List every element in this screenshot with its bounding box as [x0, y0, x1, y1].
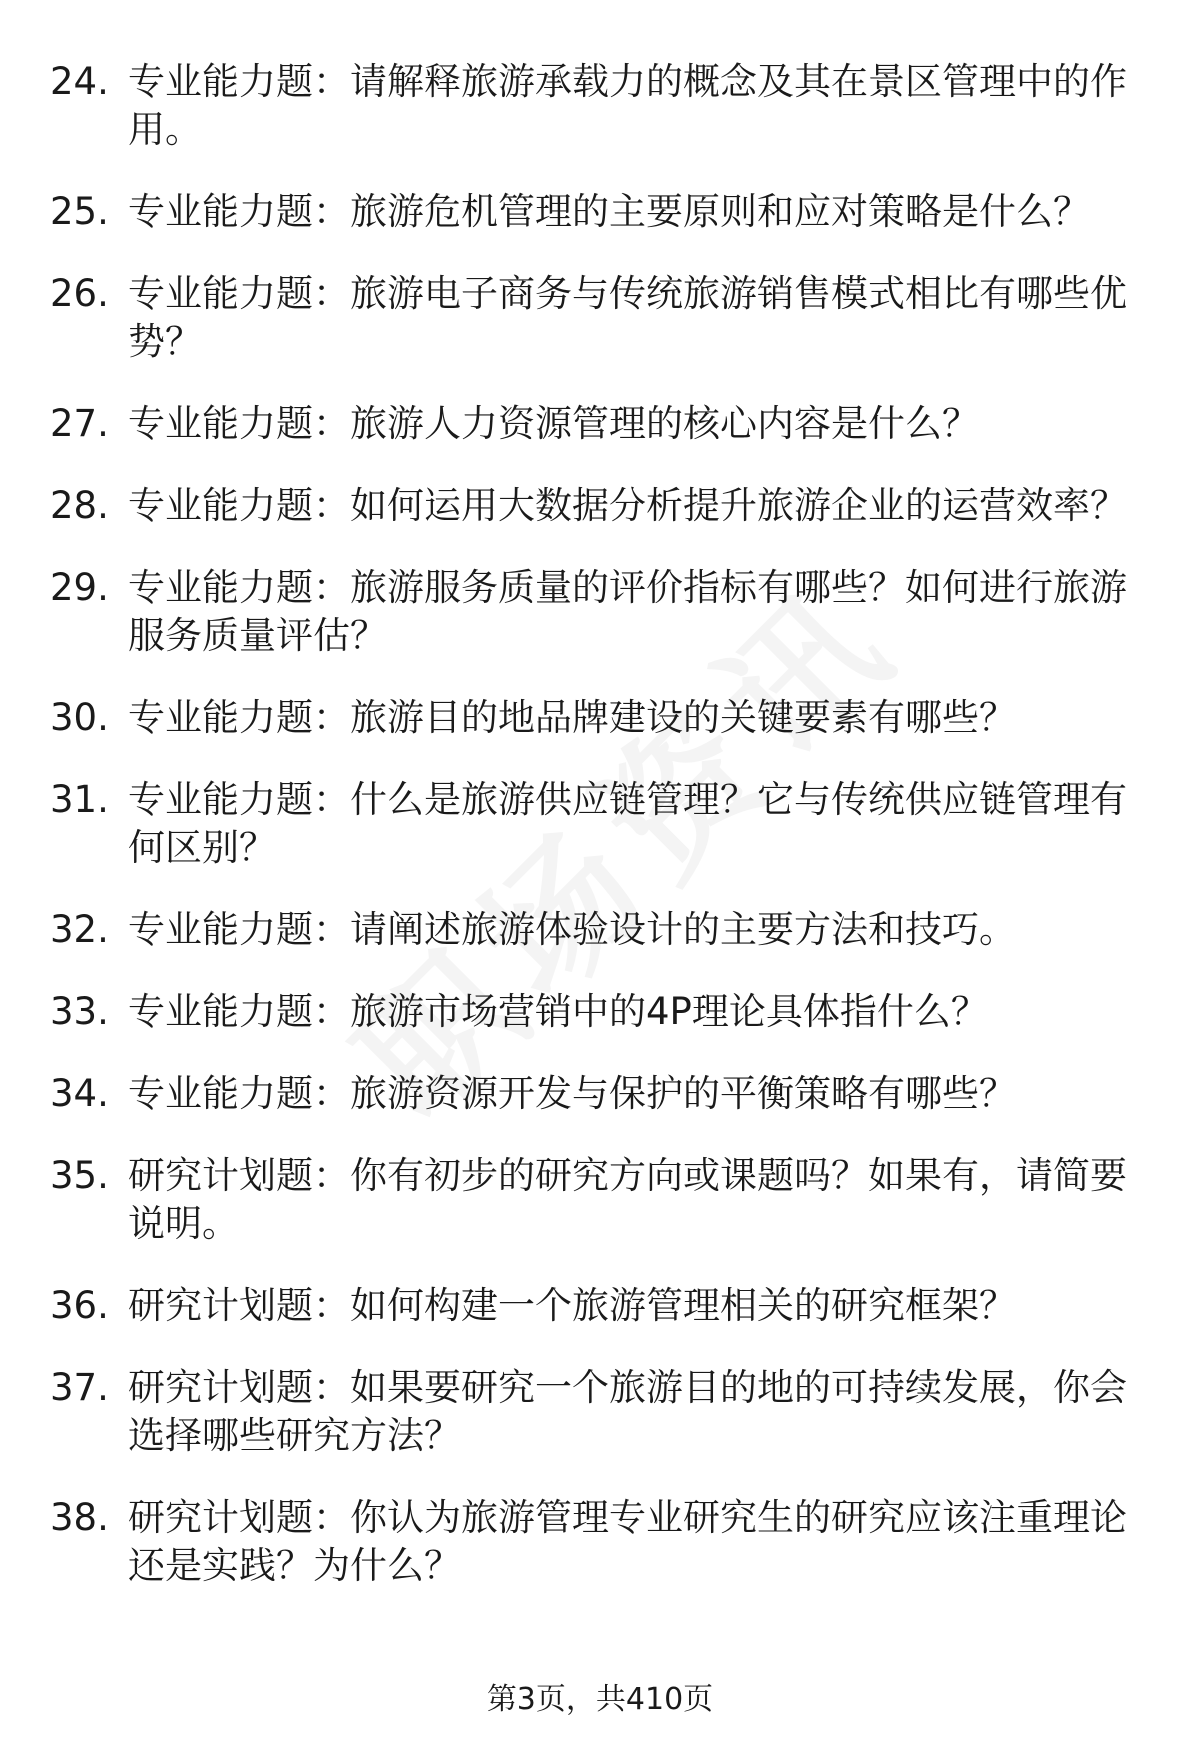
- question-number: 29.: [50, 566, 109, 609]
- list-item: [50, 1070, 1150, 1118]
- question-list: [50, 58, 1150, 1624]
- list-item: [50, 694, 1150, 742]
- question-number: 38.: [50, 1496, 109, 1539]
- question-text: 专业能力题：旅游危机管理的主要原则和应对策略是什么？: [128, 190, 1090, 233]
- question-number: 36.: [50, 1284, 109, 1327]
- question-number: 31.: [50, 778, 109, 821]
- question-text: 专业能力题：旅游人力资源管理的核心内容是什么？: [128, 402, 979, 445]
- list-item: [50, 482, 1150, 530]
- question-text: 专业能力题：请阐述旅游体验设计的主要方法和技巧。: [128, 908, 1016, 951]
- question-text: 研究计划题：如何构建一个旅游管理相关的研究框架？: [128, 1284, 1016, 1327]
- question-number: 33.: [50, 990, 109, 1033]
- question-text: 专业能力题：旅游市场营销中的4P理论具体指什么？: [128, 990, 988, 1033]
- list-item: [50, 776, 1150, 872]
- list-item: [50, 58, 1150, 154]
- list-item: [50, 1152, 1150, 1248]
- question-text: 研究计划题：你认为旅游管理专业研究生的研究应该注重理论还是实践？为什么？: [128, 1496, 1127, 1587]
- list-item: [50, 906, 1150, 954]
- question-number: 24.: [50, 60, 109, 103]
- question-number: 37.: [50, 1366, 109, 1409]
- question-text: 专业能力题：旅游目的地品牌建设的关键要素有哪些？: [128, 696, 1016, 739]
- list-item: [50, 1494, 1150, 1590]
- list-item: [50, 400, 1150, 448]
- page-footer: 第3页，共410页: [486, 1682, 714, 1717]
- list-item: [50, 988, 1150, 1036]
- question-number: 32.: [50, 908, 109, 951]
- question-text: 研究计划题：你有初步的研究方向或课题吗？如果有，请简要说明。: [128, 1154, 1127, 1245]
- list-item: [50, 564, 1150, 660]
- question-text: 专业能力题：旅游电子商务与传统旅游销售模式相比有哪些优势？: [128, 272, 1127, 363]
- question-number: 25.: [50, 190, 109, 233]
- question-number: 27.: [50, 402, 109, 445]
- question-text: 专业能力题：请解释旅游承载力的概念及其在景区管理中的作用。: [128, 60, 1127, 151]
- list-item: [50, 270, 1150, 366]
- question-number: 35.: [50, 1154, 109, 1197]
- list-item: [50, 188, 1150, 236]
- list-item: [50, 1364, 1150, 1460]
- question-text: 专业能力题：如何运用大数据分析提升旅游企业的运营效率？: [128, 484, 1127, 527]
- list-item: [50, 1282, 1150, 1330]
- question-text: 专业能力题：旅游资源开发与保护的平衡策略有哪些？: [128, 1072, 1016, 1115]
- question-text: 专业能力题：旅游服务质量的评价指标有哪些？如何进行旅游服务质量评估？: [128, 566, 1127, 657]
- question-text: 研究计划题：如果要研究一个旅游目的地的可持续发展，你会选择哪些研究方法？: [128, 1366, 1127, 1457]
- question-text: 专业能力题：什么是旅游供应链管理？它与传统供应链管理有何区别？: [128, 778, 1127, 869]
- question-number: 28.: [50, 484, 109, 527]
- question-number: 30.: [50, 696, 109, 739]
- question-number: 34.: [50, 1072, 109, 1115]
- question-number: 26.: [50, 272, 109, 315]
